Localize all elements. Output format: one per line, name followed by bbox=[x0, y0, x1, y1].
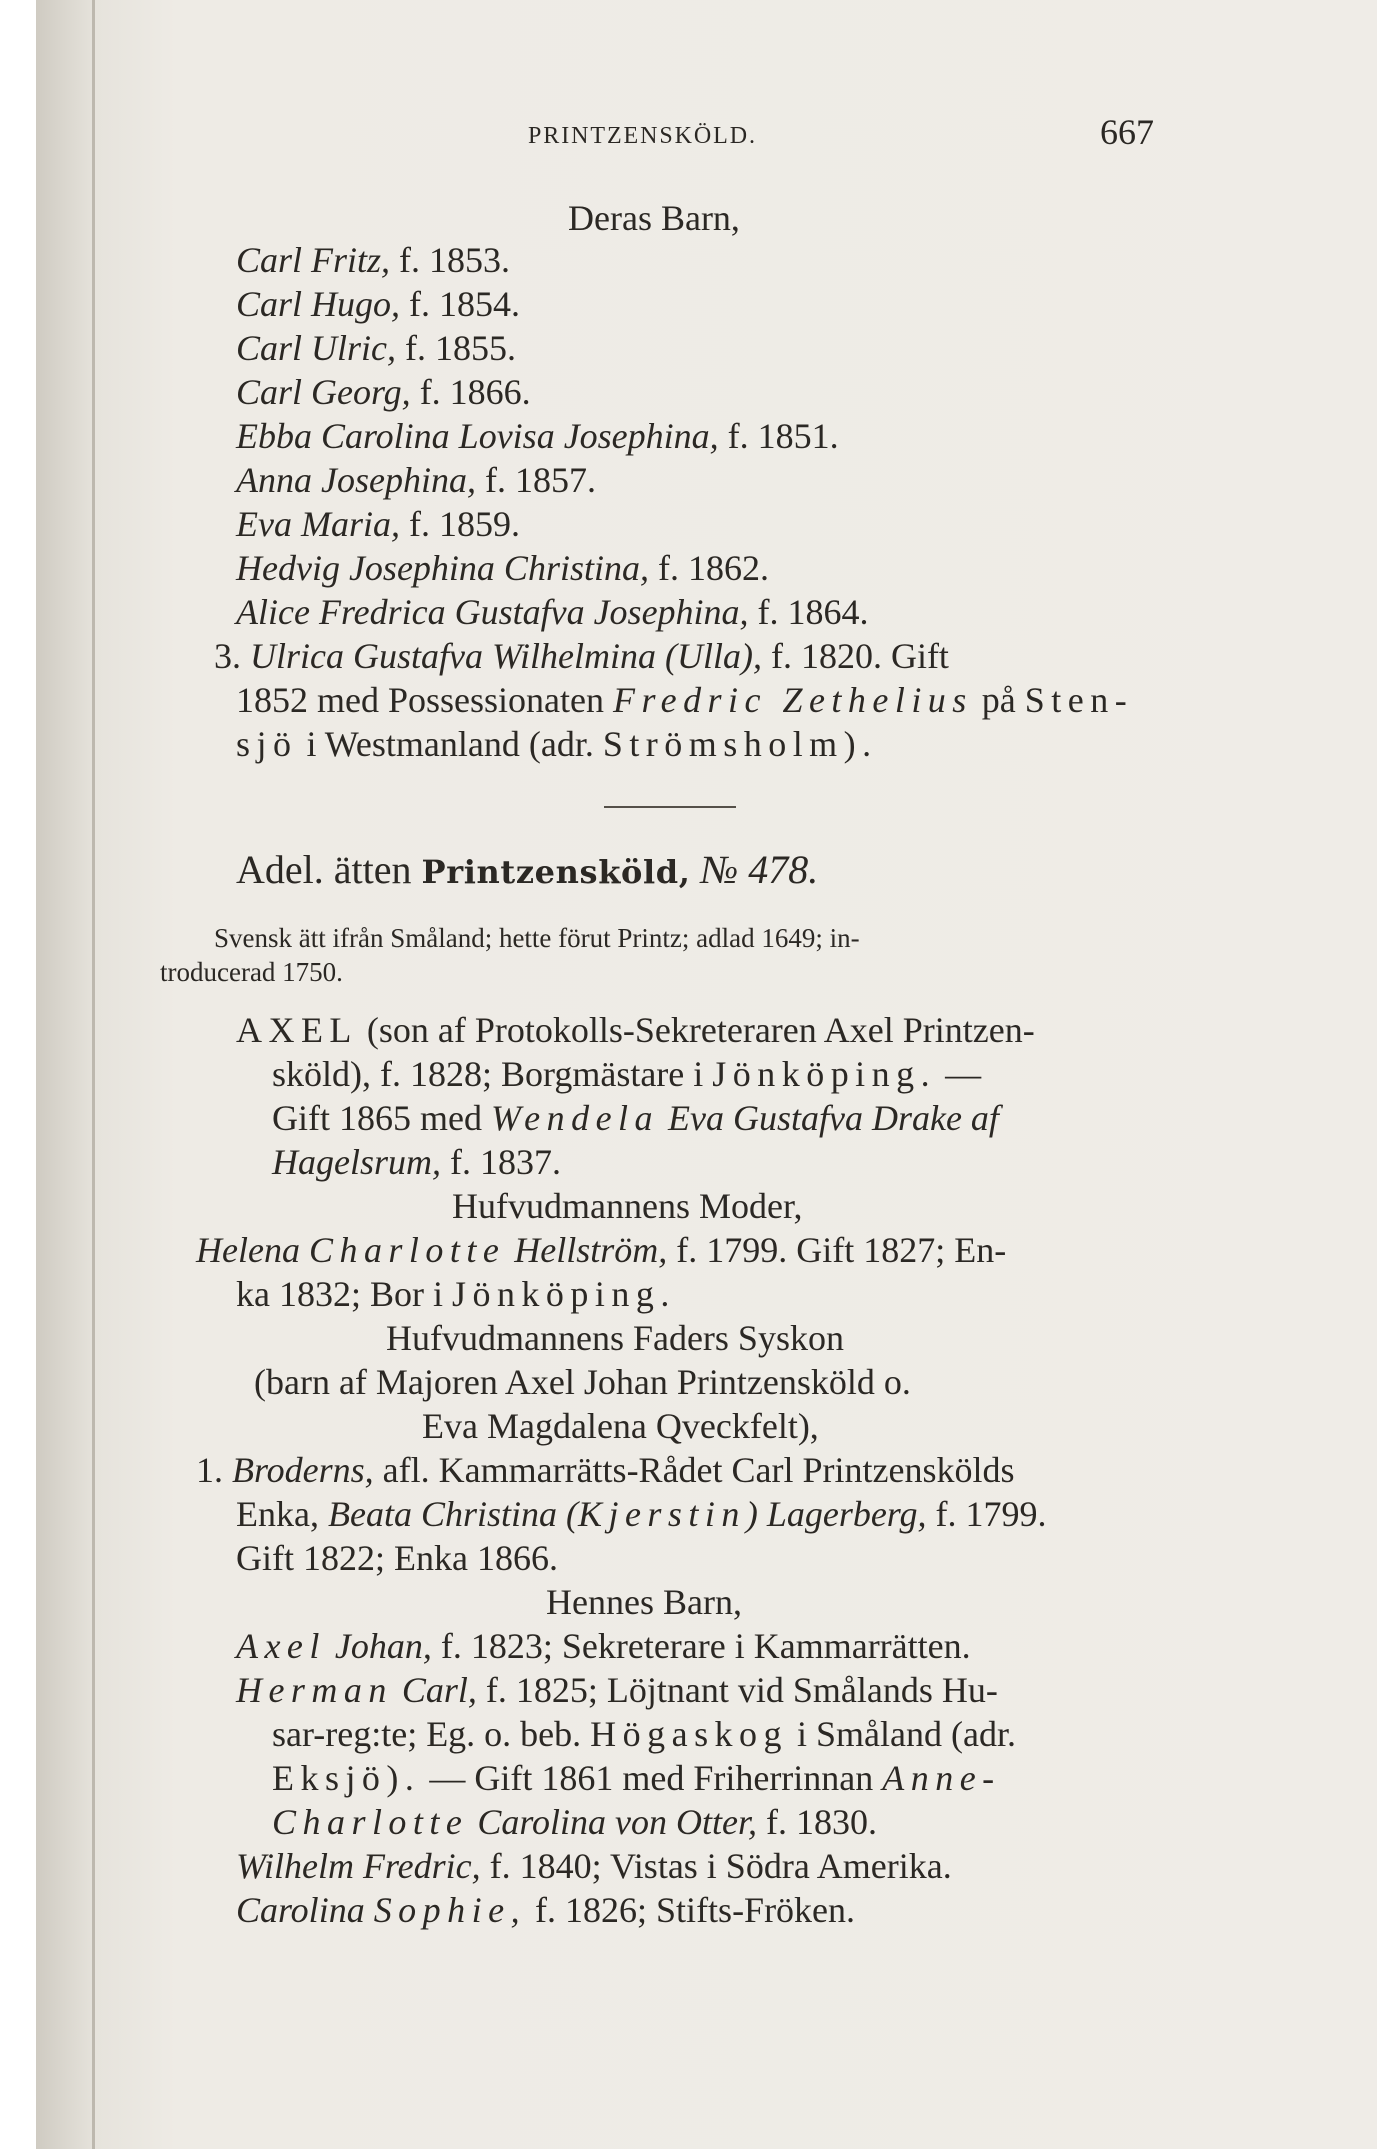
siblings-subline: Eva Magdalena Qveckfelt), bbox=[422, 1406, 819, 1446]
axel-line-3 bbox=[272, 1096, 999, 1140]
person-name: Anne- bbox=[882, 1758, 1001, 1798]
entry-text: f. 1799. bbox=[935, 1494, 1047, 1534]
child-name: Ebba Carolina Lovisa Josephina, bbox=[236, 416, 719, 456]
person-name: Charlotte bbox=[308, 1230, 506, 1270]
child-entry-cont bbox=[272, 1756, 1001, 1800]
child-entry-cont bbox=[272, 1800, 877, 1844]
child-entry bbox=[236, 1888, 855, 1932]
person-name: Hagelsrum, bbox=[272, 1142, 441, 1182]
person-name: Eva Gustafva Drake af bbox=[668, 1098, 999, 1138]
child-birth: f. 1864. bbox=[757, 592, 869, 632]
entry-text: f. 1830. bbox=[766, 1802, 877, 1842]
family-description: Svensk ätt ifrån Småland; hette förut Printz; adlad 1649; in- bbox=[214, 923, 860, 953]
entry-text: f. 1826; Stifts-Fröken. bbox=[535, 1890, 856, 1930]
entry-3-line-3 bbox=[236, 722, 878, 766]
child-name: Carl Fritz, bbox=[236, 240, 391, 280]
entry-text: sar-reg:te; Eg. o. beb. bbox=[272, 1714, 582, 1754]
person-name: Helena bbox=[196, 1230, 300, 1270]
head-name: AXEL bbox=[236, 1010, 358, 1050]
person-name: Fredric Zethelius bbox=[612, 680, 973, 720]
family-name: Printzensköld, bbox=[421, 853, 691, 891]
running-header-title: PRINTZENSKÖLD. bbox=[528, 123, 757, 149]
child-entry bbox=[236, 590, 869, 634]
mother-heading: Hufvudmannens Moder, bbox=[452, 1186, 803, 1226]
place-name: Högaskog bbox=[590, 1714, 788, 1754]
entry-text: i Westmanland (adr. bbox=[306, 724, 594, 764]
entry-number: 1. bbox=[196, 1450, 223, 1490]
child-birth: f. 1853. bbox=[399, 240, 511, 280]
entry-text: Enka, bbox=[236, 1494, 319, 1534]
family-heading bbox=[236, 848, 818, 894]
child-entry bbox=[236, 1668, 998, 1712]
siblings-subline: (barn af Majoren Axel Johan Printzensköld o. bbox=[254, 1362, 911, 1402]
child-birth: f. 1859. bbox=[408, 504, 520, 544]
child-name: Hedvig Josephina Christina, bbox=[236, 548, 649, 588]
child-birth: f. 1851. bbox=[727, 416, 839, 456]
sibling-1-line-2 bbox=[236, 1492, 1046, 1536]
family-description: troducerad 1750. bbox=[160, 957, 343, 987]
entry-text: f. 1825; Löjtnant vid Smålands Hu- bbox=[485, 1670, 998, 1710]
entry-text: — Gift 1861 med Friherrinnan bbox=[429, 1758, 874, 1798]
entry-text: afl. Kammarrätts-Rådet Carl Printzenskölds bbox=[382, 1450, 1015, 1490]
person-name: Hellström, bbox=[514, 1230, 668, 1270]
child-name: Carl Ulric, bbox=[236, 328, 397, 368]
children-heading: Deras Barn, bbox=[568, 198, 740, 238]
person-name: Herman bbox=[236, 1670, 393, 1710]
place-name: Jönköping. bbox=[712, 1054, 937, 1094]
person-name: Carl, bbox=[401, 1670, 477, 1710]
child-entry bbox=[236, 458, 596, 502]
child-birth: f. 1866. bbox=[419, 372, 531, 412]
child-entry bbox=[236, 238, 510, 282]
person-name: Wilhelm Fredric, bbox=[236, 1846, 481, 1886]
person-name: Johan, bbox=[334, 1626, 432, 1666]
entry-number: 3. bbox=[214, 636, 241, 676]
entry-text: 1852 med Possessionaten bbox=[236, 680, 604, 720]
entry-text: f. 1799. Gift 1827; En- bbox=[676, 1230, 1007, 1270]
person-name: Sophie, bbox=[373, 1890, 527, 1930]
child-entry bbox=[236, 414, 839, 458]
place-name: Sten- bbox=[1024, 680, 1134, 720]
entry-text: — bbox=[945, 1054, 982, 1094]
page-number: 667 bbox=[1100, 112, 1154, 152]
children-heading: Hennes Barn, bbox=[546, 1582, 742, 1622]
child-birth: f. 1862. bbox=[657, 548, 769, 588]
child-birth: f. 1855. bbox=[405, 328, 517, 368]
entry-text: (son af Protokolls-Sekreteraren Axel Printzen- bbox=[366, 1010, 1035, 1050]
entry-3-line-2 bbox=[236, 678, 1133, 722]
place-name: sjö bbox=[236, 724, 298, 764]
place-name: Eksjö). bbox=[272, 1758, 421, 1798]
person-name: Axel bbox=[236, 1626, 326, 1666]
child-entry-cont bbox=[272, 1712, 1016, 1756]
entry-text: i Småland (adr. bbox=[797, 1714, 1016, 1754]
child-birth: f. 1857. bbox=[484, 460, 596, 500]
person-name: Carolina bbox=[236, 1890, 365, 1930]
entry-text: f. 1820. Gift bbox=[770, 636, 949, 676]
child-entry bbox=[236, 502, 520, 546]
child-name: Eva Maria, bbox=[236, 504, 400, 544]
axel-line-1 bbox=[236, 1008, 1035, 1052]
sibling-1-line-1 bbox=[196, 1448, 1015, 1492]
entry-text: på bbox=[981, 680, 1016, 720]
place-name: Strömsholm). bbox=[602, 724, 878, 764]
child-entry bbox=[236, 1624, 971, 1668]
entry-text: f. 1823; Sekreterare i Kammarrätten. bbox=[440, 1626, 971, 1666]
family-prefix: Adel. ätten bbox=[236, 847, 412, 892]
person-name: Ulrica Gustafva Wilhelmina bbox=[250, 636, 656, 676]
entry-text: Gift 1865 med bbox=[272, 1098, 482, 1138]
axel-line-4 bbox=[272, 1140, 561, 1184]
mother-line-2 bbox=[236, 1272, 676, 1316]
family-number: № 478. bbox=[700, 847, 819, 892]
nickname: (Ulla), bbox=[664, 636, 762, 676]
person-name: ) Lagerberg, bbox=[745, 1494, 927, 1534]
siblings-heading: Hufvudmannens Faders Syskon bbox=[386, 1318, 844, 1358]
child-entry bbox=[236, 370, 531, 414]
child-entry bbox=[236, 1844, 952, 1888]
page-gutter bbox=[92, 0, 95, 2149]
entry-text: f. 1840; Vistas i Södra Amerika. bbox=[489, 1846, 952, 1886]
axel-line-2 bbox=[272, 1052, 981, 1096]
section-divider bbox=[604, 806, 736, 808]
sibling-1-line-3: Gift 1822; Enka 1866. bbox=[236, 1538, 558, 1578]
child-birth: f. 1854. bbox=[409, 284, 521, 324]
person-name: Beata Christina ( bbox=[327, 1494, 578, 1534]
child-name: Anna Josephina, bbox=[236, 460, 476, 500]
mother-line-1 bbox=[196, 1228, 1006, 1272]
child-name: Carl Georg, bbox=[236, 372, 411, 412]
child-entry bbox=[236, 326, 516, 370]
child-name: Carl Hugo, bbox=[236, 284, 401, 324]
child-entry bbox=[236, 282, 520, 326]
entry-text: ka 1832; Bor i bbox=[236, 1274, 443, 1314]
relation: Broderns, bbox=[232, 1450, 374, 1490]
person-name: Wendela bbox=[490, 1098, 659, 1138]
person-name: Carolina von Otter, bbox=[477, 1802, 757, 1842]
child-name: Alice Fredrica Gustafva Josephina, bbox=[236, 592, 749, 632]
person-name: Charlotte bbox=[272, 1802, 469, 1842]
child-entry bbox=[236, 546, 769, 590]
nickname: Kjerstin bbox=[577, 1494, 746, 1534]
entry-3-line-1 bbox=[214, 634, 949, 678]
entry-text: sköld), f. 1828; Borgmästare i bbox=[272, 1054, 704, 1094]
entry-text: f. 1837. bbox=[450, 1142, 561, 1182]
place-name: Jönköping. bbox=[451, 1274, 676, 1314]
